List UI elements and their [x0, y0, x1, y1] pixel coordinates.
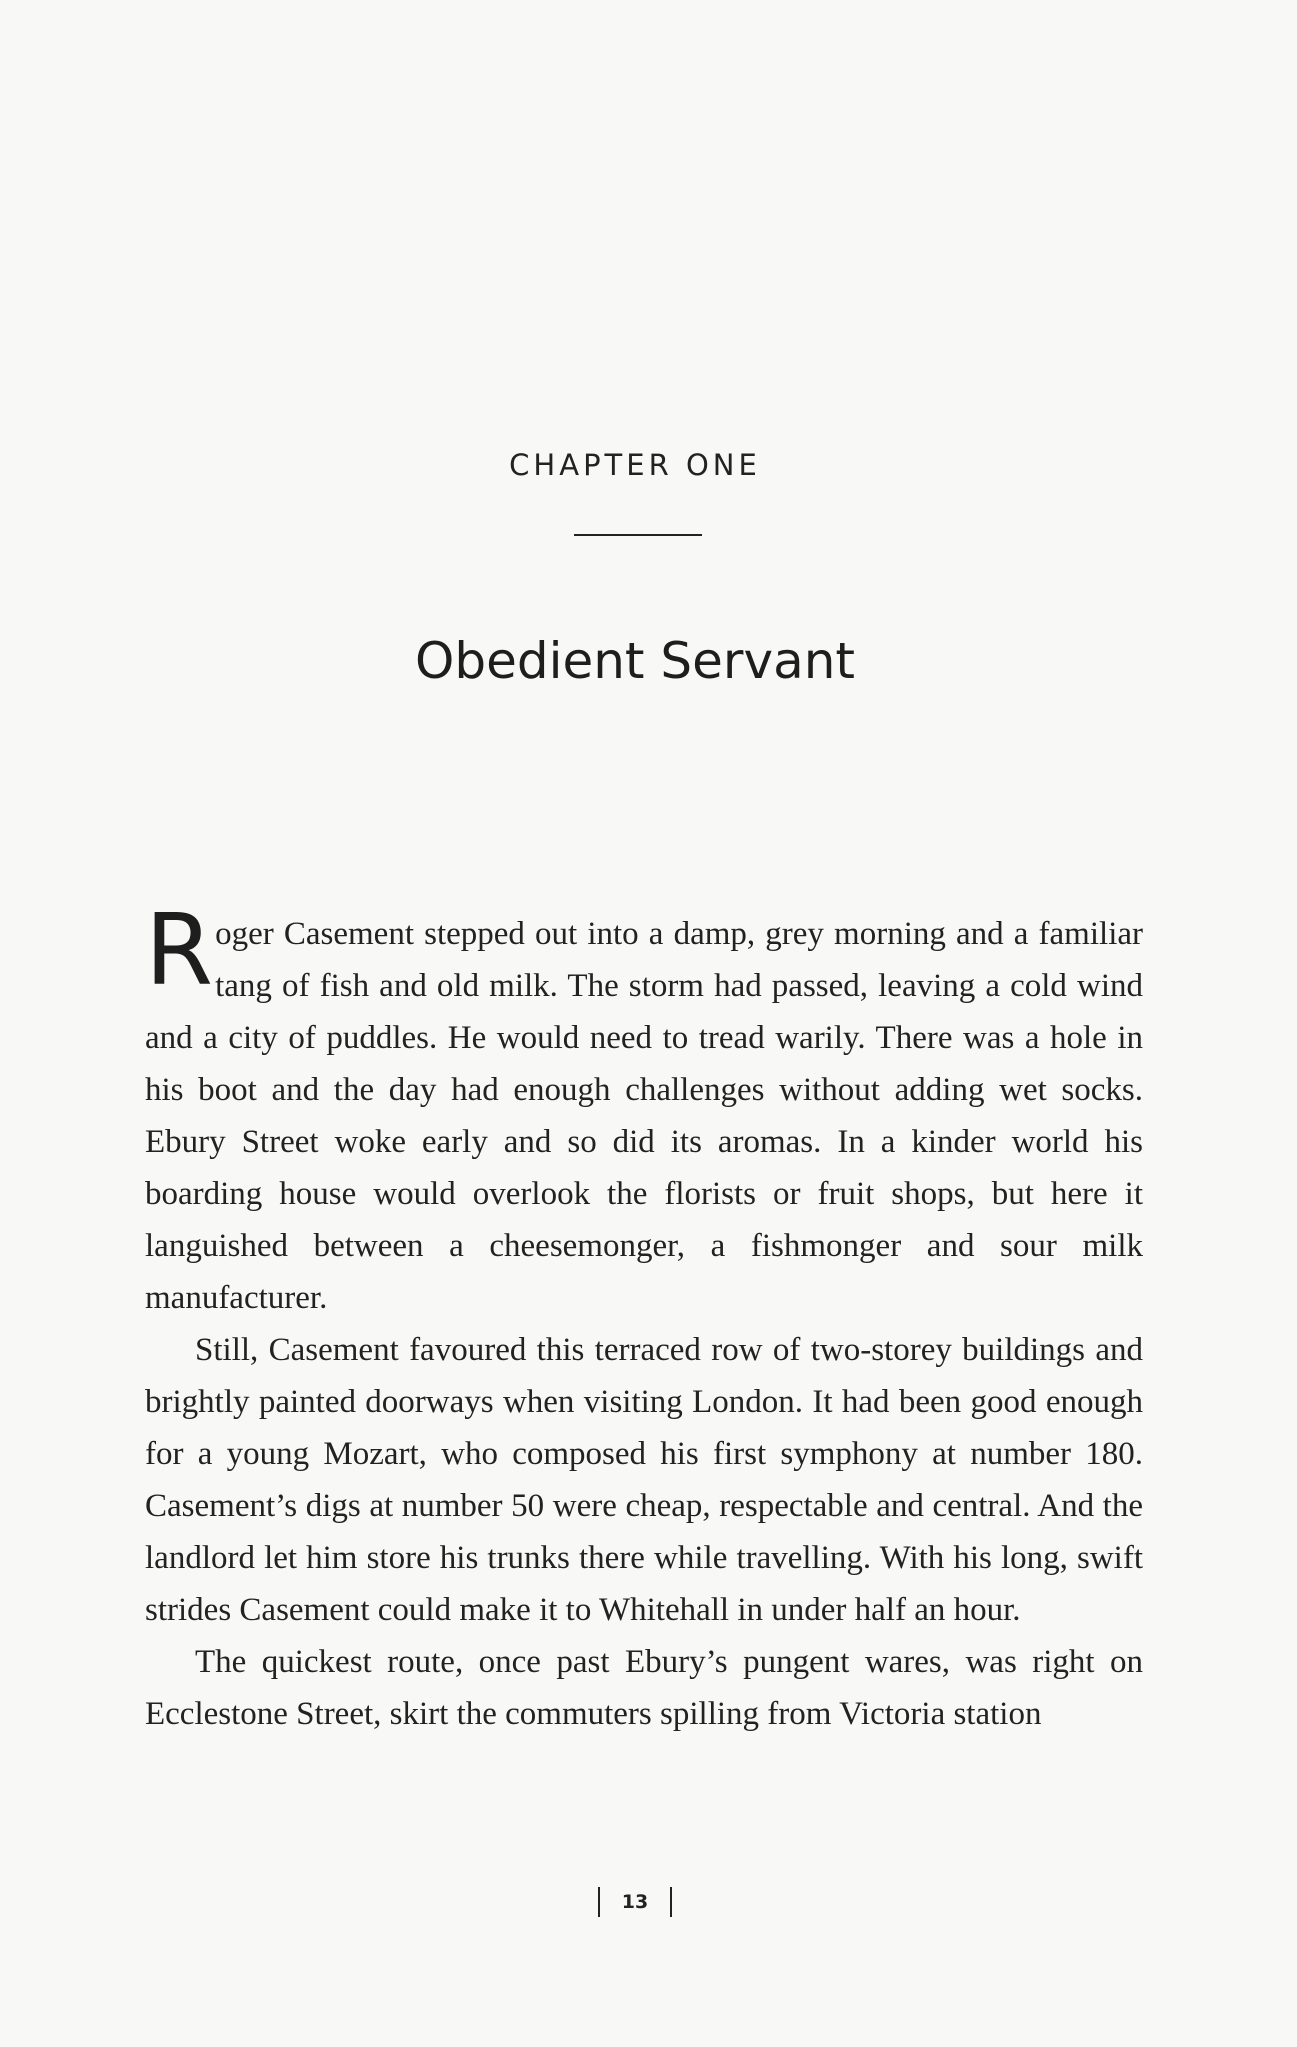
page-number: 13: [621, 1891, 649, 1913]
chapter-divider: [574, 534, 702, 536]
chapter-label: CHAPTER ONE: [509, 448, 761, 482]
body-text: [145, 894, 1143, 1740]
footer-bar-left: [598, 1887, 600, 1917]
page-footer: [0, 1887, 1270, 1917]
drop-cap: R: [145, 894, 214, 1008]
paragraph-2: Still, Casement favoured this terraced row of two-storey buildings and brightly painted doorways when visiting London. It had been good enough for a young Mozart, who composed his first symphony at number 180. Casement’s digs at number 50 were cheap, respectable and central. And the landlord let him store his trunks there while travelling. With his long, swift strides Casement could make it to Whitehall in under half an hour.: [145, 1332, 1143, 1628]
paragraph-1: [145, 894, 1143, 1324]
chapter-title: Obedient Servant: [414, 632, 855, 690]
paragraph-3: The quickest route, once past Ebury’s pungent wares, was right on Ecclestone Street, skirt the commuters spilling from Victoria station: [145, 1644, 1143, 1732]
footer-bar-right: [670, 1887, 672, 1917]
paragraph-1-text: oger Casement stepped out into a damp, grey morning and a familiar tang of fish and old milk. The storm had passed, leaving a cold wind and a city of puddles. He would need to tread warily. There was a hole in his boot and the day had enough challenges without adding wet socks. Ebury Street woke early and so did its aromas. In a kinder world his boarding house would overlook the florists or fruit shops, but here it languished between a cheesemonger, a fishmonger and sour milk manufacturer.: [145, 916, 1143, 1316]
